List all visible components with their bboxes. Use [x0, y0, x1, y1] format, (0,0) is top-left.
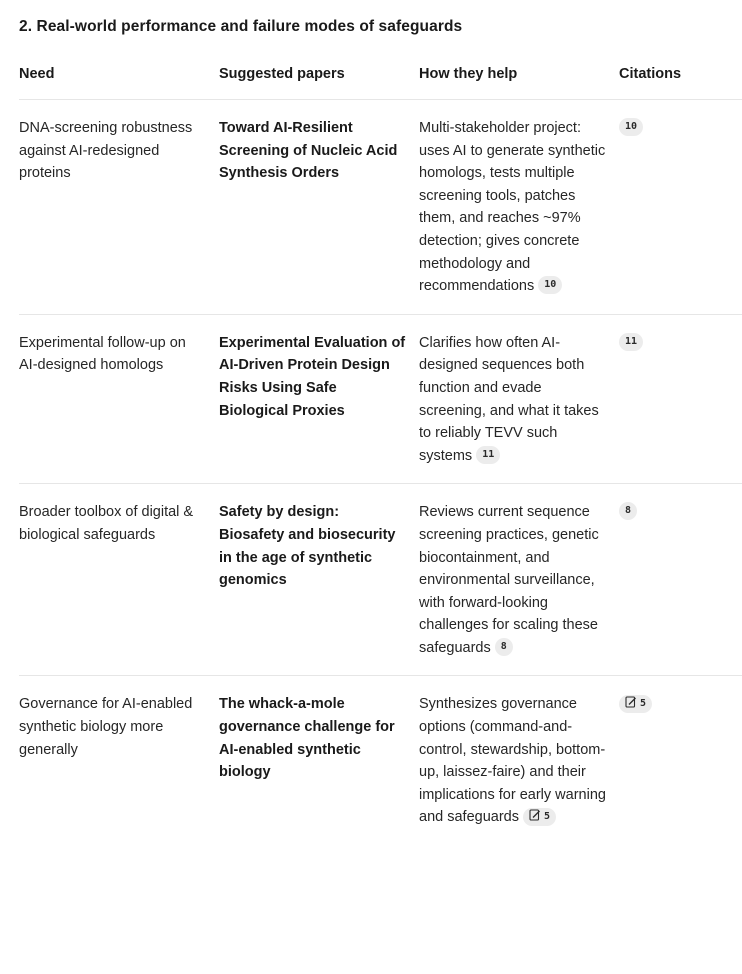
- help-text: Synthesizes governance options (command-and-control, stewardship, bottom-up, laissez-faire) and their implications for early warning and safeguards: [419, 696, 606, 826]
- header-citations: Citations: [619, 56, 742, 100]
- inline-citation-badge[interactable]: 8: [495, 638, 513, 656]
- cell-how-they-help: [419, 100, 619, 315]
- cell-citations: [619, 100, 742, 315]
- table-row: [19, 484, 742, 676]
- cell-citations: [619, 314, 742, 484]
- help-text: Clarifies how often AI-designed sequences both function and evade screening, and what it takes to reliably TEVV such systems: [419, 334, 599, 464]
- cell-need: Broader toolbox of digital & biological safeguards: [19, 484, 219, 676]
- cell-need: DNA-screening robustness against AI-redesigned proteins: [19, 100, 219, 315]
- help-text: Reviews current sequence screening practices, genetic biocontainment, and environmental surveillance, with forward-looking challenges for scaling these safeguards: [419, 504, 599, 656]
- inline-citation-badge[interactable]: 11: [476, 446, 500, 464]
- badge-count: 5: [544, 810, 551, 822]
- header-need: Need: [19, 56, 219, 100]
- note-edit-icon: [529, 809, 541, 821]
- table-row: [19, 314, 742, 484]
- header-suggested-papers: Suggested papers: [219, 56, 419, 100]
- cell-need: Experimental follow-up on AI-designed homologs: [19, 314, 219, 484]
- table-row: [19, 676, 742, 845]
- cell-how-they-help: [419, 676, 619, 845]
- cell-citations: [619, 676, 742, 845]
- cell-paper-title[interactable]: The whack-a-mole governance challenge for AI-enabled synthetic biology: [219, 696, 395, 781]
- table-row: [19, 100, 742, 315]
- cell-citations: [619, 484, 742, 676]
- section-title: 2. Real-world performance and failure modes of safeguards: [19, 18, 463, 35]
- inline-citation-badge[interactable]: 10: [538, 276, 562, 294]
- cell-need: Governance for AI-enabled synthetic biology more generally: [19, 696, 193, 758]
- inline-citation-badge[interactable]: [523, 808, 556, 826]
- cell-paper-title[interactable]: Safety by design: Biosafety and biosecurity in the age of synthetic genomics: [219, 484, 419, 676]
- cell-paper-title[interactable]: Experimental Evaluation of AI-Driven Protein Design Risks Using Safe Biological Proxies: [219, 314, 419, 484]
- cell-how-they-help: [419, 484, 619, 676]
- citation-badge[interactable]: 11: [619, 333, 643, 351]
- table-header-row: [19, 56, 742, 100]
- citation-badge[interactable]: 10: [619, 118, 643, 136]
- note-edit-icon: [625, 696, 637, 708]
- badge-count: 5: [640, 697, 647, 709]
- help-text: Multi-stakeholder project: uses AI to generate synthetic homologs, tests multiple screening tools, patches them, and reaches ~97% detection; gives concrete methodology and recommendations: [419, 120, 606, 295]
- header-how-they-help: How they help: [419, 56, 619, 100]
- papers-table: [19, 56, 742, 845]
- citation-badge[interactable]: [619, 695, 652, 713]
- cell-paper-title[interactable]: Toward AI-Resilient Screening of Nucleic Acid Synthesis Orders: [219, 100, 419, 315]
- citation-badge[interactable]: 8: [619, 502, 637, 520]
- cell-how-they-help: [419, 314, 619, 484]
